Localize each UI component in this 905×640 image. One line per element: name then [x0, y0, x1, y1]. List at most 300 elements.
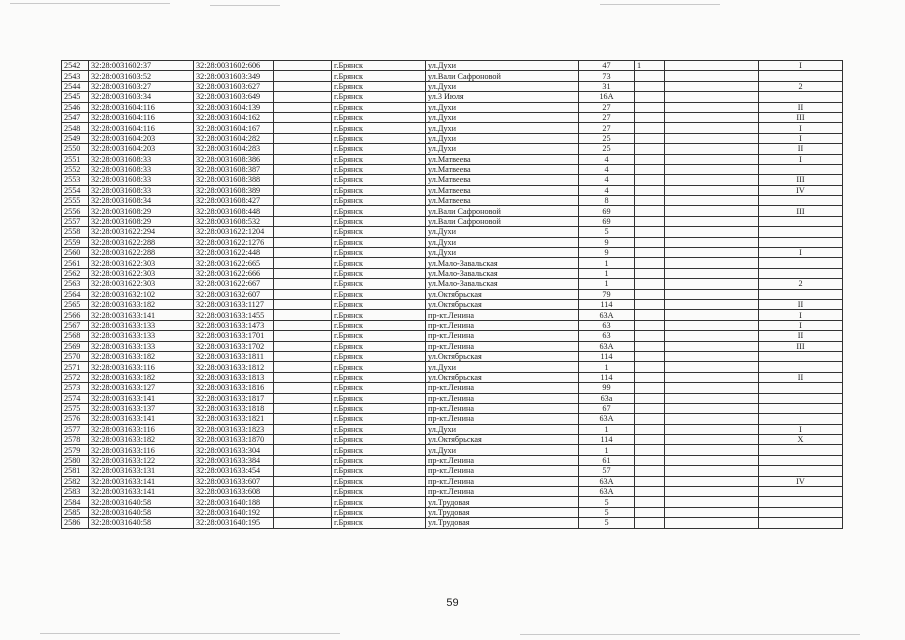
- row-number-cell: 2563: [62, 279, 89, 289]
- apartment-cell: [635, 92, 665, 102]
- cadastral-registry-table: [61, 60, 843, 529]
- street-cell: ул.Трудовая: [426, 518, 579, 528]
- empty-cell: [665, 445, 759, 455]
- land-cadastral-number-cell: 32:28:0031633:182: [89, 351, 194, 361]
- apartment-cell: [635, 497, 665, 507]
- row-number-cell: 2544: [62, 81, 89, 91]
- page-number: 59: [446, 597, 459, 609]
- table-row: [62, 92, 843, 102]
- empty-cell: [274, 414, 332, 424]
- apartment-cell: [635, 123, 665, 133]
- empty-cell: [665, 487, 759, 497]
- object-cadastral-number-cell: 32:28:0031622:666: [194, 268, 274, 278]
- row-number-cell: 2585: [62, 507, 89, 517]
- house-number-cell: 5: [579, 497, 635, 507]
- street-cell: ул.Вали Сафроновой: [426, 206, 579, 216]
- empty-cell: [665, 393, 759, 403]
- apartment-cell: [635, 351, 665, 361]
- empty-cell: [274, 279, 332, 289]
- building-cell: III: [759, 112, 843, 122]
- city-cell: г.Брянск: [332, 518, 426, 528]
- table-row: [62, 81, 843, 91]
- empty-cell: [274, 466, 332, 476]
- empty-cell: [274, 362, 332, 372]
- table-row: [62, 144, 843, 154]
- house-number-cell: 27: [579, 112, 635, 122]
- street-cell: ул.Духи: [426, 227, 579, 237]
- street-cell: ул.Октябрьская: [426, 299, 579, 309]
- building-cell: [759, 393, 843, 403]
- empty-cell: [274, 435, 332, 445]
- empty-cell: [274, 268, 332, 278]
- building-cell: I: [759, 154, 843, 164]
- table-row: [62, 102, 843, 112]
- empty-cell: [665, 351, 759, 361]
- building-cell: [759, 351, 843, 361]
- empty-cell: [665, 466, 759, 476]
- house-number-cell: 61: [579, 455, 635, 465]
- apartment-cell: [635, 112, 665, 122]
- city-cell: г.Брянск: [332, 403, 426, 413]
- empty-cell: [665, 383, 759, 393]
- row-number-cell: 2573: [62, 383, 89, 393]
- building-cell: [759, 497, 843, 507]
- object-cadastral-number-cell: 32:28:0031633:384: [194, 455, 274, 465]
- object-cadastral-number-cell: 32:28:0031640:192: [194, 507, 274, 517]
- empty-cell: [665, 403, 759, 413]
- row-number-cell: 2545: [62, 92, 89, 102]
- empty-cell: [274, 445, 332, 455]
- empty-cell: [274, 372, 332, 382]
- house-number-cell: 63А: [579, 487, 635, 497]
- object-cadastral-number-cell: 32:28:0031633:1702: [194, 341, 274, 351]
- city-cell: г.Брянск: [332, 310, 426, 320]
- empty-cell: [274, 112, 332, 122]
- object-cadastral-number-cell: 32:28:0031604:282: [194, 133, 274, 143]
- table-row: [62, 320, 843, 330]
- empty-cell: [274, 227, 332, 237]
- house-number-cell: 8: [579, 196, 635, 206]
- city-cell: г.Брянск: [332, 497, 426, 507]
- street-cell: пр-кт.Ленина: [426, 414, 579, 424]
- apartment-cell: [635, 487, 665, 497]
- house-number-cell: 16А: [579, 92, 635, 102]
- land-cadastral-number-cell: 32:28:0031603:52: [89, 71, 194, 81]
- empty-cell: [274, 102, 332, 112]
- city-cell: г.Брянск: [332, 206, 426, 216]
- building-cell: [759, 71, 843, 81]
- house-number-cell: 9: [579, 237, 635, 247]
- house-number-cell: 5: [579, 518, 635, 528]
- land-cadastral-number-cell: 32:28:0031622:288: [89, 237, 194, 247]
- scan-artifact: [210, 5, 280, 6]
- row-number-cell: 2564: [62, 289, 89, 299]
- table-row: [62, 196, 843, 206]
- land-cadastral-number-cell: 32:28:0031633:133: [89, 341, 194, 351]
- land-cadastral-number-cell: 32:28:0031632:102: [89, 289, 194, 299]
- street-cell: ул.Октябрьская: [426, 289, 579, 299]
- land-cadastral-number-cell: 32:28:0031622:294: [89, 227, 194, 237]
- land-cadastral-number-cell: 32:28:0031633:182: [89, 299, 194, 309]
- empty-cell: [274, 289, 332, 299]
- street-cell: ул.Духи: [426, 112, 579, 122]
- object-cadastral-number-cell: 32:28:0031604:139: [194, 102, 274, 112]
- table-row: [62, 518, 843, 528]
- row-number-cell: 2554: [62, 185, 89, 195]
- object-cadastral-number-cell: 32:28:0031633:1812: [194, 362, 274, 372]
- object-cadastral-number-cell: 32:28:0031633:1870: [194, 435, 274, 445]
- street-cell: пр-кт.Ленина: [426, 455, 579, 465]
- empty-cell: [665, 185, 759, 195]
- row-number-cell: 2548: [62, 123, 89, 133]
- row-number-cell: 2566: [62, 310, 89, 320]
- table-row: [62, 497, 843, 507]
- city-cell: г.Брянск: [332, 435, 426, 445]
- object-cadastral-number-cell: 32:28:0031633:608: [194, 487, 274, 497]
- empty-cell: [665, 310, 759, 320]
- land-cadastral-number-cell: 32:28:0031633:141: [89, 310, 194, 320]
- land-cadastral-number-cell: 32:28:0031608:33: [89, 154, 194, 164]
- row-number-cell: 2565: [62, 299, 89, 309]
- building-cell: II: [759, 331, 843, 341]
- empty-cell: [274, 237, 332, 247]
- apartment-cell: [635, 289, 665, 299]
- object-cadastral-number-cell: 32:28:0031608:387: [194, 164, 274, 174]
- empty-cell: [274, 341, 332, 351]
- land-cadastral-number-cell: 32:28:0031608:33: [89, 164, 194, 174]
- city-cell: г.Брянск: [332, 227, 426, 237]
- empty-cell: [274, 310, 332, 320]
- apartment-cell: [635, 237, 665, 247]
- house-number-cell: 69: [579, 206, 635, 216]
- object-cadastral-number-cell: 32:28:0031622:665: [194, 258, 274, 268]
- city-cell: г.Брянск: [332, 372, 426, 382]
- city-cell: г.Брянск: [332, 299, 426, 309]
- table-row: [62, 133, 843, 143]
- land-cadastral-number-cell: 32:28:0031633:141: [89, 487, 194, 497]
- row-number-cell: 2580: [62, 455, 89, 465]
- empty-cell: [274, 424, 332, 434]
- land-cadastral-number-cell: 32:28:0031604:203: [89, 144, 194, 154]
- building-cell: [759, 507, 843, 517]
- empty-cell: [665, 289, 759, 299]
- street-cell: ул.Вали Сафроновой: [426, 71, 579, 81]
- table-row: [62, 372, 843, 382]
- row-number-cell: 2555: [62, 196, 89, 206]
- house-number-cell: 114: [579, 435, 635, 445]
- row-number-cell: 2546: [62, 102, 89, 112]
- building-cell: [759, 227, 843, 237]
- building-cell: [759, 362, 843, 372]
- land-cadastral-number-cell: 32:28:0031633:141: [89, 476, 194, 486]
- empty-cell: [274, 61, 332, 71]
- building-cell: [759, 445, 843, 455]
- street-cell: ул.Духи: [426, 133, 579, 143]
- street-cell: пр-кт.Ленина: [426, 331, 579, 341]
- empty-cell: [665, 123, 759, 133]
- house-number-cell: 4: [579, 164, 635, 174]
- row-number-cell: 2586: [62, 518, 89, 528]
- apartment-cell: [635, 258, 665, 268]
- object-cadastral-number-cell: 32:28:0031633:1455: [194, 310, 274, 320]
- empty-cell: [274, 497, 332, 507]
- table-row: [62, 435, 843, 445]
- house-number-cell: 5: [579, 227, 635, 237]
- object-cadastral-number-cell: 32:28:0031602:606: [194, 61, 274, 71]
- object-cadastral-number-cell: 32:28:0031633:1473: [194, 320, 274, 330]
- city-cell: г.Брянск: [332, 351, 426, 361]
- apartment-cell: [635, 185, 665, 195]
- row-number-cell: 2559: [62, 237, 89, 247]
- row-number-cell: 2567: [62, 320, 89, 330]
- house-number-cell: 63: [579, 331, 635, 341]
- empty-cell: [665, 320, 759, 330]
- empty-cell: [274, 299, 332, 309]
- apartment-cell: [635, 154, 665, 164]
- land-cadastral-number-cell: 32:28:0031633:141: [89, 393, 194, 403]
- object-cadastral-number-cell: 32:28:0031603:649: [194, 92, 274, 102]
- street-cell: ул.Матвеева: [426, 196, 579, 206]
- street-cell: ул.Духи: [426, 123, 579, 133]
- street-cell: ул.Матвеева: [426, 185, 579, 195]
- city-cell: г.Брянск: [332, 102, 426, 112]
- object-cadastral-number-cell: 32:28:0031633:1701: [194, 331, 274, 341]
- object-cadastral-number-cell: 32:28:0031640:188: [194, 497, 274, 507]
- apartment-cell: [635, 81, 665, 91]
- street-cell: ул.3 Июля: [426, 92, 579, 102]
- table-row: [62, 112, 843, 122]
- table-row: [62, 362, 843, 372]
- house-number-cell: 31: [579, 81, 635, 91]
- table-row: [62, 487, 843, 497]
- object-cadastral-number-cell: 32:28:0031632:607: [194, 289, 274, 299]
- city-cell: г.Брянск: [332, 341, 426, 351]
- table-row: [62, 154, 843, 164]
- row-number-cell: 2581: [62, 466, 89, 476]
- land-cadastral-number-cell: 32:28:0031604:116: [89, 112, 194, 122]
- apartment-cell: [635, 102, 665, 112]
- empty-cell: [665, 92, 759, 102]
- house-number-cell: 4: [579, 185, 635, 195]
- empty-cell: [665, 133, 759, 143]
- city-cell: г.Брянск: [332, 216, 426, 226]
- row-number-cell: 2551: [62, 154, 89, 164]
- row-number-cell: 2542: [62, 61, 89, 71]
- object-cadastral-number-cell: 32:28:0031608:389: [194, 185, 274, 195]
- object-cadastral-number-cell: 32:28:0031608:427: [194, 196, 274, 206]
- city-cell: г.Брянск: [332, 476, 426, 486]
- street-cell: пр-кт.Ленина: [426, 487, 579, 497]
- apartment-cell: [635, 216, 665, 226]
- row-number-cell: 2584: [62, 497, 89, 507]
- city-cell: г.Брянск: [332, 258, 426, 268]
- building-cell: [759, 164, 843, 174]
- apartment-cell: [635, 455, 665, 465]
- table-row: [62, 71, 843, 81]
- street-cell: ул.Матвеева: [426, 175, 579, 185]
- table-row: [62, 248, 843, 258]
- apartment-cell: [635, 341, 665, 351]
- table-row: [62, 175, 843, 185]
- street-cell: ул.Октябрьская: [426, 372, 579, 382]
- city-cell: г.Брянск: [332, 383, 426, 393]
- scan-artifact: [40, 633, 340, 634]
- row-number-cell: 2571: [62, 362, 89, 372]
- street-cell: ул.Духи: [426, 248, 579, 258]
- building-cell: I: [759, 133, 843, 143]
- street-cell: пр-кт.Ленина: [426, 393, 579, 403]
- land-cadastral-number-cell: 32:28:0031633:127: [89, 383, 194, 393]
- empty-cell: [665, 518, 759, 528]
- city-cell: г.Брянск: [332, 507, 426, 517]
- street-cell: ул.Духи: [426, 81, 579, 91]
- city-cell: г.Брянск: [332, 445, 426, 455]
- street-cell: ул.Матвеева: [426, 154, 579, 164]
- city-cell: г.Брянск: [332, 237, 426, 247]
- building-cell: [759, 466, 843, 476]
- empty-cell: [274, 320, 332, 330]
- house-number-cell: 114: [579, 372, 635, 382]
- row-number-cell: 2560: [62, 248, 89, 258]
- land-cadastral-number-cell: 32:28:0031633:141: [89, 414, 194, 424]
- object-cadastral-number-cell: 32:28:0031633:1823: [194, 424, 274, 434]
- empty-cell: [665, 81, 759, 91]
- table-row: [62, 289, 843, 299]
- land-cadastral-number-cell: 32:28:0031604:203: [89, 133, 194, 143]
- empty-cell: [274, 331, 332, 341]
- building-cell: [759, 289, 843, 299]
- street-cell: пр-кт.Ленина: [426, 320, 579, 330]
- city-cell: г.Брянск: [332, 362, 426, 372]
- table-row: [62, 414, 843, 424]
- table-row: [62, 258, 843, 268]
- land-cadastral-number-cell: 32:28:0031633:182: [89, 435, 194, 445]
- apartment-cell: [635, 279, 665, 289]
- empty-cell: [665, 476, 759, 486]
- land-cadastral-number-cell: 32:28:0031640:58: [89, 507, 194, 517]
- table-row: [62, 206, 843, 216]
- table-row: [62, 216, 843, 226]
- empty-cell: [274, 81, 332, 91]
- building-cell: [759, 216, 843, 226]
- street-cell: ул.Вали Сафроновой: [426, 216, 579, 226]
- apartment-cell: [635, 175, 665, 185]
- empty-cell: [274, 144, 332, 154]
- empty-cell: [274, 71, 332, 81]
- apartment-cell: [635, 268, 665, 278]
- table-row: [62, 279, 843, 289]
- building-cell: [759, 258, 843, 268]
- house-number-cell: 63А: [579, 476, 635, 486]
- building-cell: [759, 455, 843, 465]
- object-cadastral-number-cell: 32:28:0031633:1818: [194, 403, 274, 413]
- empty-cell: [274, 393, 332, 403]
- city-cell: г.Брянск: [332, 320, 426, 330]
- empty-cell: [274, 258, 332, 268]
- land-cadastral-number-cell: 32:28:0031633:116: [89, 445, 194, 455]
- house-number-cell: 63А: [579, 414, 635, 424]
- row-number-cell: 2568: [62, 331, 89, 341]
- house-number-cell: 63А: [579, 310, 635, 320]
- land-cadastral-number-cell: 32:28:0031608:29: [89, 216, 194, 226]
- street-cell: ул.Октябрьская: [426, 435, 579, 445]
- object-cadastral-number-cell: 32:28:0031633:1821: [194, 414, 274, 424]
- apartment-cell: [635, 196, 665, 206]
- row-number-cell: 2577: [62, 424, 89, 434]
- table-body: [62, 61, 843, 529]
- empty-cell: [665, 206, 759, 216]
- empty-cell: [274, 507, 332, 517]
- table-row: [62, 227, 843, 237]
- object-cadastral-number-cell: 32:28:0031622:667: [194, 279, 274, 289]
- building-cell: I: [759, 424, 843, 434]
- street-cell: пр-кт.Ленина: [426, 341, 579, 351]
- city-cell: г.Брянск: [332, 133, 426, 143]
- row-number-cell: 2569: [62, 341, 89, 351]
- apartment-cell: [635, 403, 665, 413]
- object-cadastral-number-cell: 32:28:0031603:349: [194, 71, 274, 81]
- city-cell: г.Брянск: [332, 112, 426, 122]
- apartment-cell: [635, 71, 665, 81]
- city-cell: г.Брянск: [332, 393, 426, 403]
- land-cadastral-number-cell: 32:28:0031604:116: [89, 102, 194, 112]
- empty-cell: [274, 133, 332, 143]
- building-cell: [759, 403, 843, 413]
- city-cell: г.Брянск: [332, 144, 426, 154]
- building-cell: X: [759, 435, 843, 445]
- table-row: [62, 299, 843, 309]
- street-cell: ул.Матвеева: [426, 164, 579, 174]
- land-cadastral-number-cell: 32:28:0031633:116: [89, 424, 194, 434]
- apartment-cell: [635, 227, 665, 237]
- empty-cell: [274, 185, 332, 195]
- city-cell: г.Брянск: [332, 414, 426, 424]
- apartment-cell: [635, 476, 665, 486]
- table-row: [62, 185, 843, 195]
- building-cell: I: [759, 61, 843, 71]
- empty-cell: [274, 92, 332, 102]
- city-cell: г.Брянск: [332, 279, 426, 289]
- street-cell: ул.Мало-Завальская: [426, 258, 579, 268]
- street-cell: ул.Духи: [426, 362, 579, 372]
- apartment-cell: [635, 518, 665, 528]
- object-cadastral-number-cell: 32:28:0031633:1127: [194, 299, 274, 309]
- row-number-cell: 2579: [62, 445, 89, 455]
- street-cell: пр-кт.Ленина: [426, 403, 579, 413]
- object-cadastral-number-cell: 32:28:0031633:304: [194, 445, 274, 455]
- empty-cell: [665, 299, 759, 309]
- row-number-cell: 2547: [62, 112, 89, 122]
- empty-cell: [665, 248, 759, 258]
- apartment-cell: [635, 164, 665, 174]
- empty-cell: [665, 196, 759, 206]
- land-cadastral-number-cell: 32:28:0031622:288: [89, 248, 194, 258]
- empty-cell: [665, 331, 759, 341]
- empty-cell: [665, 175, 759, 185]
- building-cell: [759, 268, 843, 278]
- land-cadastral-number-cell: 32:28:0031622:303: [89, 279, 194, 289]
- land-cadastral-number-cell: 32:28:0031608:29: [89, 206, 194, 216]
- empty-cell: [274, 216, 332, 226]
- row-number-cell: 2550: [62, 144, 89, 154]
- street-cell: ул.Духи: [426, 445, 579, 455]
- building-cell: I: [759, 123, 843, 133]
- street-cell: ул.Мало-Завальская: [426, 268, 579, 278]
- empty-cell: [274, 248, 332, 258]
- object-cadastral-number-cell: 32:28:0031633:454: [194, 466, 274, 476]
- table-row: [62, 351, 843, 361]
- object-cadastral-number-cell: 32:28:0031622:1276: [194, 237, 274, 247]
